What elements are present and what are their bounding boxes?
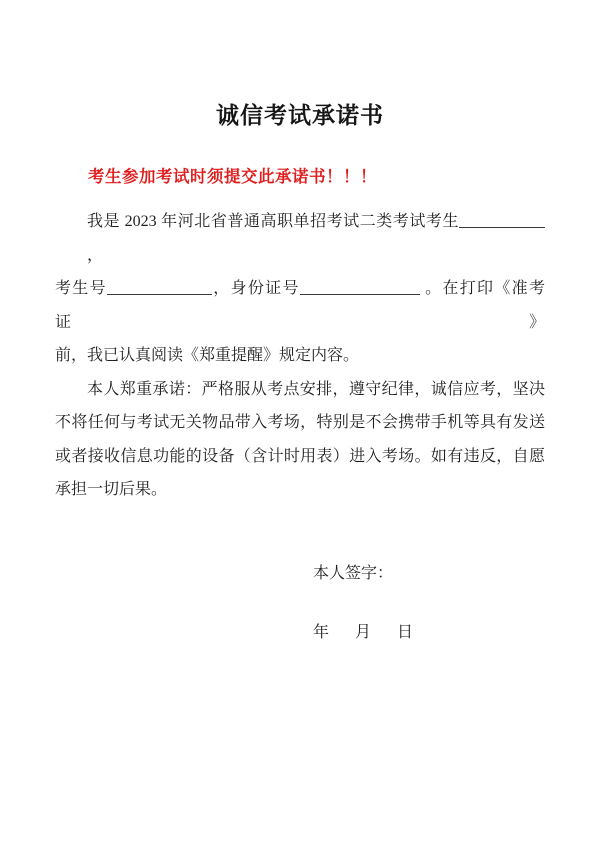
document-title: 诚信考试承诺书 xyxy=(216,102,384,128)
paragraph1-line3-text: 前，我已认真阅读《郑重提醒》规定内容。 xyxy=(55,347,360,364)
paragraph1-line2-tail: 。在打印《准考证》 xyxy=(55,280,545,331)
paragraph2-line3 xyxy=(55,440,545,474)
id-number-label: 身份证号 xyxy=(230,280,300,297)
paragraph1-line2-punct: ， xyxy=(211,280,231,297)
signature-label: 本人签字： xyxy=(313,564,394,582)
paragraph1-line2 xyxy=(55,272,545,339)
paragraph2-line2-text: 不将任何与考试无关物品带入考场，特别是不会携带手机等具有发送 xyxy=(55,414,545,431)
paragraph1-line1 xyxy=(55,205,545,272)
paragraph2-line4 xyxy=(55,473,545,507)
date-line: 年 月 日 xyxy=(313,624,419,641)
candidate-name-blank xyxy=(459,212,545,228)
paragraph1-line3 xyxy=(55,339,545,373)
paragraph1-line1-text: 我是 2023 年河北省普通高职单招考试二类考试考生 xyxy=(87,213,459,230)
id-number-blank xyxy=(300,279,420,295)
exam-number-blank xyxy=(107,279,212,295)
paragraph2-line3-text: 或者接收信息功能的设备（含计时用表）进入考场。如有违反，自愿 xyxy=(55,447,545,465)
paragraph2-line1 xyxy=(55,373,545,407)
notice-line: 考生参加考试时须提交此承诺书！！！ xyxy=(88,168,377,186)
paragraph2-line2 xyxy=(55,406,545,440)
paragraph2-line4-text: 承担一切后果。 xyxy=(55,481,168,498)
exam-number-label: 考生号 xyxy=(55,280,107,297)
paragraph1-line1-punct: ， xyxy=(87,246,104,264)
document-body xyxy=(55,205,545,507)
paragraph2-line1-text: 本人郑重承诺：严格服从考点安排，遵守纪律，诚信应考，坚决 xyxy=(87,380,545,398)
